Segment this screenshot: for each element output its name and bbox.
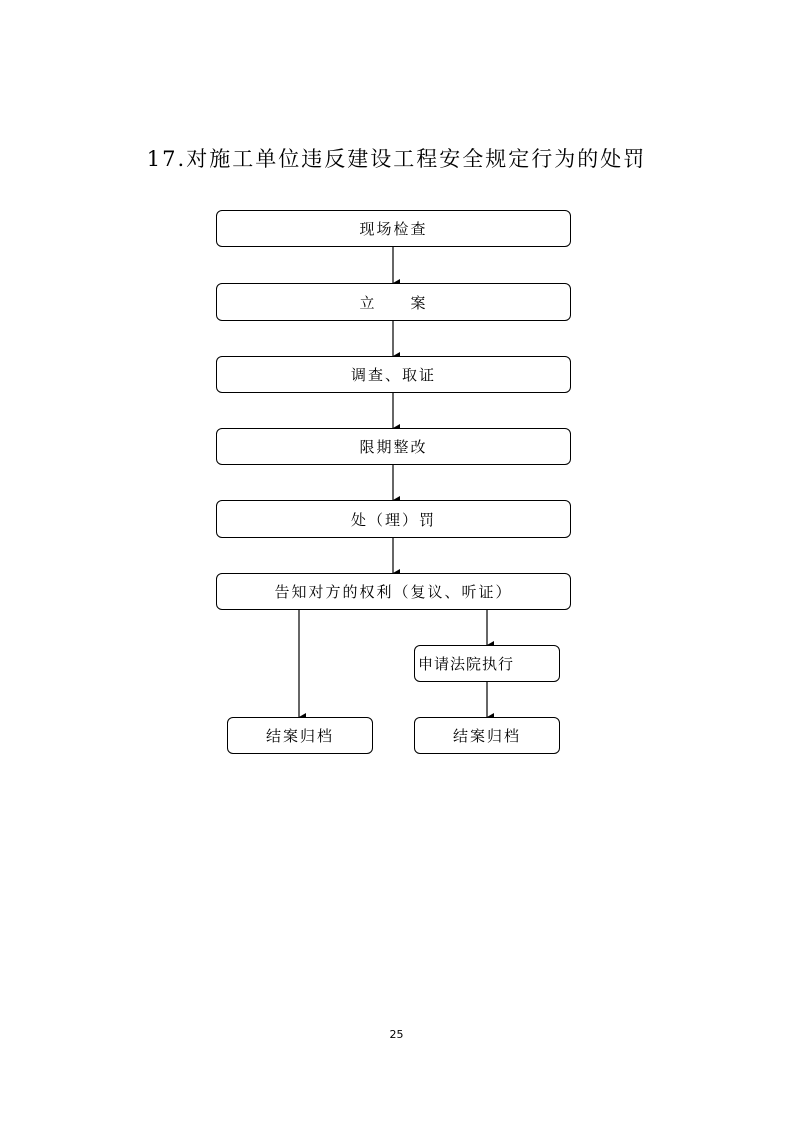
step-close-right-box [414, 717, 560, 754]
page-title: 17.对施工单位违反建设工程安全规定行为的处罚 [146, 147, 647, 171]
step-rectify-label: 限期整改 [359, 438, 428, 456]
step-court-label: 申请法院执行 [418, 655, 515, 673]
step-file-case-label: 立 案 [359, 293, 428, 312]
step-notify-label: 告知对方的权利（复议、听证） [274, 583, 513, 601]
step-inspect-label: 现场检查 [359, 220, 428, 238]
step-rectify-box [216, 428, 571, 465]
step-investigate-label: 调查、取证 [350, 366, 436, 384]
step-file-case-box [216, 283, 571, 321]
step-inspect-box [216, 210, 571, 247]
step-notify-box [216, 573, 571, 610]
step-close-left-label: 结案归档 [265, 727, 334, 745]
step-penalty-box [216, 500, 571, 538]
step-close-left-box [227, 717, 373, 754]
step-investigate-box [216, 356, 571, 393]
page-number: 25 [389, 1028, 404, 1041]
step-close-right-label: 结案归档 [452, 727, 521, 745]
step-court-box [414, 645, 560, 682]
step-penalty-label: 处（理）罚 [350, 510, 436, 529]
